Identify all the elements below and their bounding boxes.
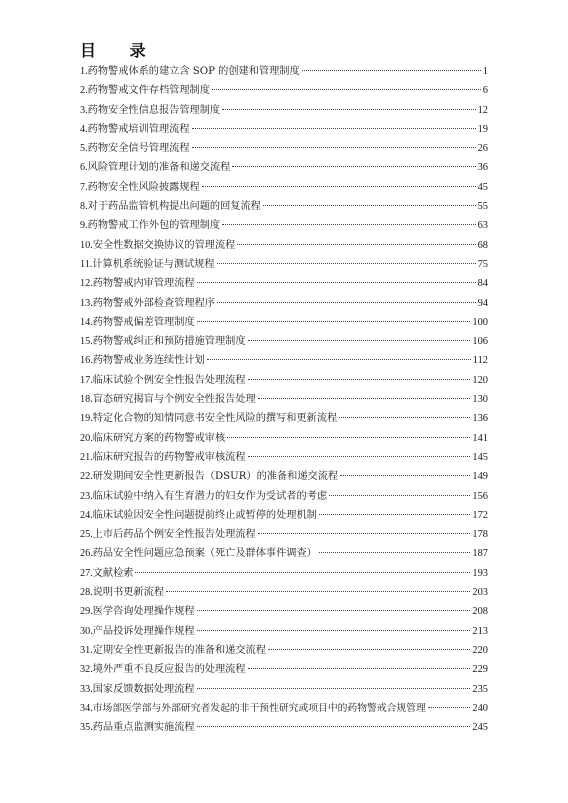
toc-entry[interactable] bbox=[80, 139, 488, 158]
toc-entry-title: 临床研究方案的药物警戒审核 bbox=[92, 432, 226, 444]
toc-entry-title: 药物警戒工作外包的管理制度 bbox=[87, 220, 221, 232]
toc-entry-title: 文献检索 bbox=[92, 567, 134, 579]
toc-entry-page-number: 63 bbox=[477, 220, 488, 232]
toc-entry-page-number: 149 bbox=[472, 471, 488, 483]
toc-entry[interactable] bbox=[80, 506, 488, 525]
toc-entry[interactable] bbox=[80, 236, 488, 255]
toc-entry[interactable] bbox=[80, 622, 488, 641]
toc-entry-page-number: 130 bbox=[472, 394, 488, 406]
toc-dot-leader bbox=[217, 263, 476, 264]
toc-entry[interactable] bbox=[80, 660, 488, 679]
toc-entry[interactable] bbox=[80, 564, 488, 583]
toc-entry-title: 药品重点监测实施流程 bbox=[92, 722, 195, 734]
toc-dot-leader bbox=[212, 89, 481, 90]
toc-entry-title: 研发期间安全性更新报告（DSUR）的准备和递交流程 bbox=[92, 471, 339, 483]
toc-dot-leader bbox=[202, 186, 476, 187]
toc-entry-page-number: 203 bbox=[472, 587, 488, 599]
toc-entry-number: 20. bbox=[80, 432, 93, 444]
toc-entry[interactable] bbox=[80, 429, 488, 448]
toc-dot-leader bbox=[319, 514, 471, 515]
toc-entry[interactable] bbox=[80, 120, 488, 139]
toc-entry-page-number: 45 bbox=[477, 181, 488, 193]
toc-entry-page-number: 112 bbox=[472, 355, 488, 367]
toc-entry[interactable] bbox=[80, 371, 488, 390]
toc-dot-leader bbox=[197, 321, 471, 322]
toc-dot-leader bbox=[197, 630, 471, 631]
toc-dot-leader bbox=[207, 359, 471, 360]
toc-entry-page-number: 100 bbox=[472, 316, 488, 328]
toc-entry-number: 11. bbox=[80, 258, 93, 270]
toc-dot-leader bbox=[135, 572, 470, 573]
toc-entry[interactable] bbox=[80, 487, 488, 506]
toc-dot-leader bbox=[263, 205, 476, 206]
toc-entry[interactable] bbox=[80, 409, 488, 428]
toc-entry-page-number: 208 bbox=[472, 606, 488, 618]
toc-entry[interactable] bbox=[80, 332, 488, 351]
toc-entry-number: 23. bbox=[80, 490, 93, 502]
toc-entry[interactable] bbox=[80, 351, 488, 370]
toc-dot-leader bbox=[192, 147, 476, 148]
toc-entry-number: 19. bbox=[80, 413, 93, 425]
toc-entry-page-number: 55 bbox=[477, 201, 488, 213]
toc-entry-page-number: 75 bbox=[477, 258, 488, 270]
toc-entry[interactable] bbox=[80, 101, 488, 120]
toc-entry-title: 药物安全性风险披露规程 bbox=[87, 181, 200, 193]
toc-entry-title: 药物警戒体系的建立含 SOP 的创建和管理制度 bbox=[87, 66, 300, 77]
toc-dot-leader bbox=[197, 688, 471, 689]
toc-entry-number: 18. bbox=[80, 394, 93, 406]
toc-entry-page-number: 106 bbox=[472, 336, 488, 348]
toc-entry-number: 21. bbox=[80, 451, 93, 463]
toc-entry[interactable] bbox=[80, 602, 488, 621]
toc-entry-title: 药物安全性信息报告管理制度 bbox=[87, 104, 221, 116]
toc-entry-page-number: 213 bbox=[472, 625, 488, 637]
toc-entry-title: 临床研究报告的药物警戒审核流程 bbox=[92, 451, 246, 463]
toc-entry[interactable] bbox=[80, 390, 488, 409]
toc-entry[interactable] bbox=[80, 313, 488, 332]
toc-entry[interactable] bbox=[80, 583, 488, 602]
toc-entry-number: 32. bbox=[80, 664, 93, 676]
toc-entry-number: 17. bbox=[80, 374, 93, 386]
toc-entry-number: 15. bbox=[80, 336, 93, 348]
toc-dot-leader bbox=[222, 109, 476, 110]
toc-dot-leader bbox=[258, 398, 471, 399]
toc-heading: 目 录 bbox=[80, 41, 160, 60]
toc-entry-number: 31. bbox=[80, 644, 93, 656]
toc-dot-leader bbox=[197, 610, 471, 611]
toc-entry-title: 临床试验中纳入有生育潜力的妇女作为受试者的考虑 bbox=[92, 490, 328, 502]
toc-entry[interactable] bbox=[80, 178, 488, 197]
toc-entry-page-number: 141 bbox=[472, 432, 488, 444]
toc-entry-title: 临床试验因安全性问题提前终止或暂停的处理机制 bbox=[92, 509, 317, 521]
toc-dot-leader bbox=[258, 533, 471, 534]
toc-dot-leader bbox=[428, 707, 471, 708]
toc-entry-number: 3. bbox=[80, 104, 88, 116]
toc-entry-page-number: 84 bbox=[477, 278, 488, 290]
toc-entry[interactable] bbox=[80, 699, 488, 718]
toc-entry-title: 定期安全性更新报告的准备和递交流程 bbox=[92, 644, 266, 656]
toc-entry-number: 22. bbox=[80, 471, 93, 483]
toc-dot-leader bbox=[232, 166, 475, 167]
toc-entry-page-number: 193 bbox=[472, 567, 488, 579]
toc-entry-number: 35. bbox=[80, 722, 93, 734]
toc-entry-page-number: 245 bbox=[472, 722, 488, 734]
toc-dot-leader bbox=[248, 340, 471, 341]
toc-dot-leader bbox=[319, 552, 471, 553]
toc-entry-number: 9. bbox=[80, 220, 88, 232]
toc-entry-page-number: 26 bbox=[477, 143, 488, 155]
toc-entry-page-number: 235 bbox=[472, 683, 488, 695]
toc-entry-number: 1. bbox=[80, 66, 88, 77]
toc-entry-title: 临床试验个例安全性报告处理流程 bbox=[92, 374, 246, 386]
toc-entry[interactable] bbox=[80, 274, 488, 293]
toc-dot-leader bbox=[329, 495, 470, 496]
toc-entry-page-number: 156 bbox=[472, 490, 488, 502]
toc-entry-number: 4. bbox=[80, 123, 88, 135]
toc-entry-number: 28. bbox=[80, 587, 93, 599]
toc-dot-leader bbox=[192, 128, 476, 129]
toc-entry-title: 产品投诉处理操作规程 bbox=[92, 625, 195, 637]
toc-dot-leader bbox=[248, 456, 471, 457]
toc-entry-title: 药物警戒业务连续性计划 bbox=[92, 355, 205, 367]
toc-entry-page-number: 172 bbox=[472, 509, 488, 521]
toc-entry-title: 计算机系统验证与测试规程 bbox=[92, 258, 215, 270]
toc-entry[interactable] bbox=[80, 448, 488, 467]
toc-list bbox=[80, 62, 488, 737]
toc-entry[interactable] bbox=[80, 467, 488, 486]
toc-entry-page-number: 145 bbox=[472, 451, 488, 463]
toc-entry-number: 24. bbox=[80, 509, 93, 521]
toc-entry-title: 药物警戒纠正和预防措施管理制度 bbox=[92, 336, 246, 348]
toc-entry-number: 34. bbox=[80, 702, 93, 714]
toc-entry-title: 药物警戒培训管理流程 bbox=[87, 123, 190, 135]
toc-entry-page-number: 187 bbox=[472, 548, 488, 560]
toc-entry[interactable] bbox=[80, 216, 488, 235]
toc-entry-page-number: 1 bbox=[482, 66, 488, 77]
toc-dot-leader bbox=[197, 282, 476, 283]
toc-entry-title: 市场部医学部与外部研究者发起的非干预性研究或项目中的药物警戒合规管理 bbox=[92, 702, 426, 714]
toc-entry[interactable] bbox=[80, 641, 488, 660]
toc-entry-number: 10. bbox=[80, 239, 93, 251]
toc-entry-number: 27. bbox=[80, 567, 93, 579]
toc-entry-page-number: 136 bbox=[472, 413, 488, 425]
toc-entry-page-number: 19 bbox=[477, 123, 488, 135]
toc-dot-leader bbox=[217, 302, 476, 303]
toc-entry-title: 风险管理计划的准备和递交流程 bbox=[87, 162, 231, 174]
toc-entry-title: 医学咨询处理操作规程 bbox=[92, 606, 195, 618]
toc-entry-title: 盲态研究揭盲与个例安全性报告处理 bbox=[92, 394, 256, 406]
toc-dot-leader bbox=[302, 70, 481, 71]
toc-entry-title: 特定化合物的知情同意书安全性风险的撰写和更新流程 bbox=[92, 413, 338, 425]
toc-entry-page-number: 240 bbox=[472, 702, 488, 714]
toc-entry-number: 16. bbox=[80, 355, 93, 367]
toc-entry-title: 药物警戒外部检查管理程序 bbox=[92, 297, 215, 309]
toc-entry-page-number: 36 bbox=[477, 162, 488, 174]
toc-dot-leader bbox=[248, 379, 471, 380]
toc-dot-leader bbox=[197, 726, 471, 727]
toc-entry-title: 药物安全信号管理流程 bbox=[87, 143, 190, 155]
toc-entry[interactable] bbox=[80, 62, 488, 81]
toc-entry-number: 25. bbox=[80, 529, 93, 541]
toc-dot-leader bbox=[227, 437, 470, 438]
toc-entry[interactable] bbox=[80, 680, 488, 699]
toc-entry-title: 国家反馈数据处理流程 bbox=[92, 683, 195, 695]
toc-entry-number: 14. bbox=[80, 316, 93, 328]
toc-entry-number: 5. bbox=[80, 143, 88, 155]
toc-entry-number: 13. bbox=[80, 297, 93, 309]
toc-entry-number: 33. bbox=[80, 683, 93, 695]
toc-entry[interactable] bbox=[80, 544, 488, 563]
toc-entry-page-number: 12 bbox=[477, 104, 488, 116]
toc-entry-page-number: 178 bbox=[472, 529, 488, 541]
toc-dot-leader bbox=[268, 649, 470, 650]
toc-dot-leader bbox=[340, 475, 470, 476]
toc-entry-number: 2. bbox=[80, 85, 88, 97]
toc-entry-page-number: 68 bbox=[477, 239, 488, 251]
toc-entry-page-number: 94 bbox=[477, 297, 488, 309]
toc-entry-number: 29. bbox=[80, 606, 93, 618]
toc-entry-number: 30. bbox=[80, 625, 93, 637]
toc-entry[interactable] bbox=[80, 81, 488, 100]
toc-entry-title: 境外严重不良反应报告的处理流程 bbox=[92, 664, 246, 676]
toc-entry[interactable] bbox=[80, 294, 488, 313]
toc-entry-page-number: 6 bbox=[482, 85, 488, 97]
toc-dot-leader bbox=[248, 668, 471, 669]
toc-entry-number: 12. bbox=[80, 278, 93, 290]
toc-entry[interactable] bbox=[80, 525, 488, 544]
toc-entry-page-number: 220 bbox=[472, 644, 488, 656]
toc-dot-leader bbox=[339, 417, 470, 418]
toc-dot-leader bbox=[237, 244, 475, 245]
toc-entry-title: 药物警戒内审管理流程 bbox=[92, 278, 195, 290]
toc-entry[interactable] bbox=[80, 158, 488, 177]
toc-entry-page-number: 229 bbox=[472, 664, 488, 676]
toc-entry-page-number: 120 bbox=[472, 374, 488, 386]
toc-dot-leader bbox=[166, 591, 470, 592]
toc-dot-leader bbox=[222, 224, 476, 225]
toc-entry[interactable] bbox=[80, 718, 488, 737]
toc-entry-title: 安全性数据交换协议的管理流程 bbox=[92, 239, 236, 251]
toc-entry-title: 药物警戒偏差管理制度 bbox=[92, 316, 195, 328]
toc-entry-number: 7. bbox=[80, 181, 88, 193]
toc-entry-title: 说明书更新流程 bbox=[92, 587, 165, 599]
toc-entry-title: 上市后药品个例安全性报告处理流程 bbox=[92, 529, 256, 541]
toc-entry-number: 6. bbox=[80, 162, 88, 174]
toc-entry[interactable] bbox=[80, 197, 488, 216]
toc-entry-number: 26. bbox=[80, 548, 93, 560]
toc-entry-number: 8. bbox=[80, 201, 88, 213]
toc-entry-title: 药品安全性问题应急预案（死亡及群体事件调查） bbox=[92, 548, 317, 560]
toc-entry-title: 药物警戒文件存档管理制度 bbox=[87, 85, 210, 97]
toc-entry[interactable] bbox=[80, 255, 488, 274]
toc-entry-title: 对于药品监管机构提出问题的回复流程 bbox=[87, 201, 261, 213]
